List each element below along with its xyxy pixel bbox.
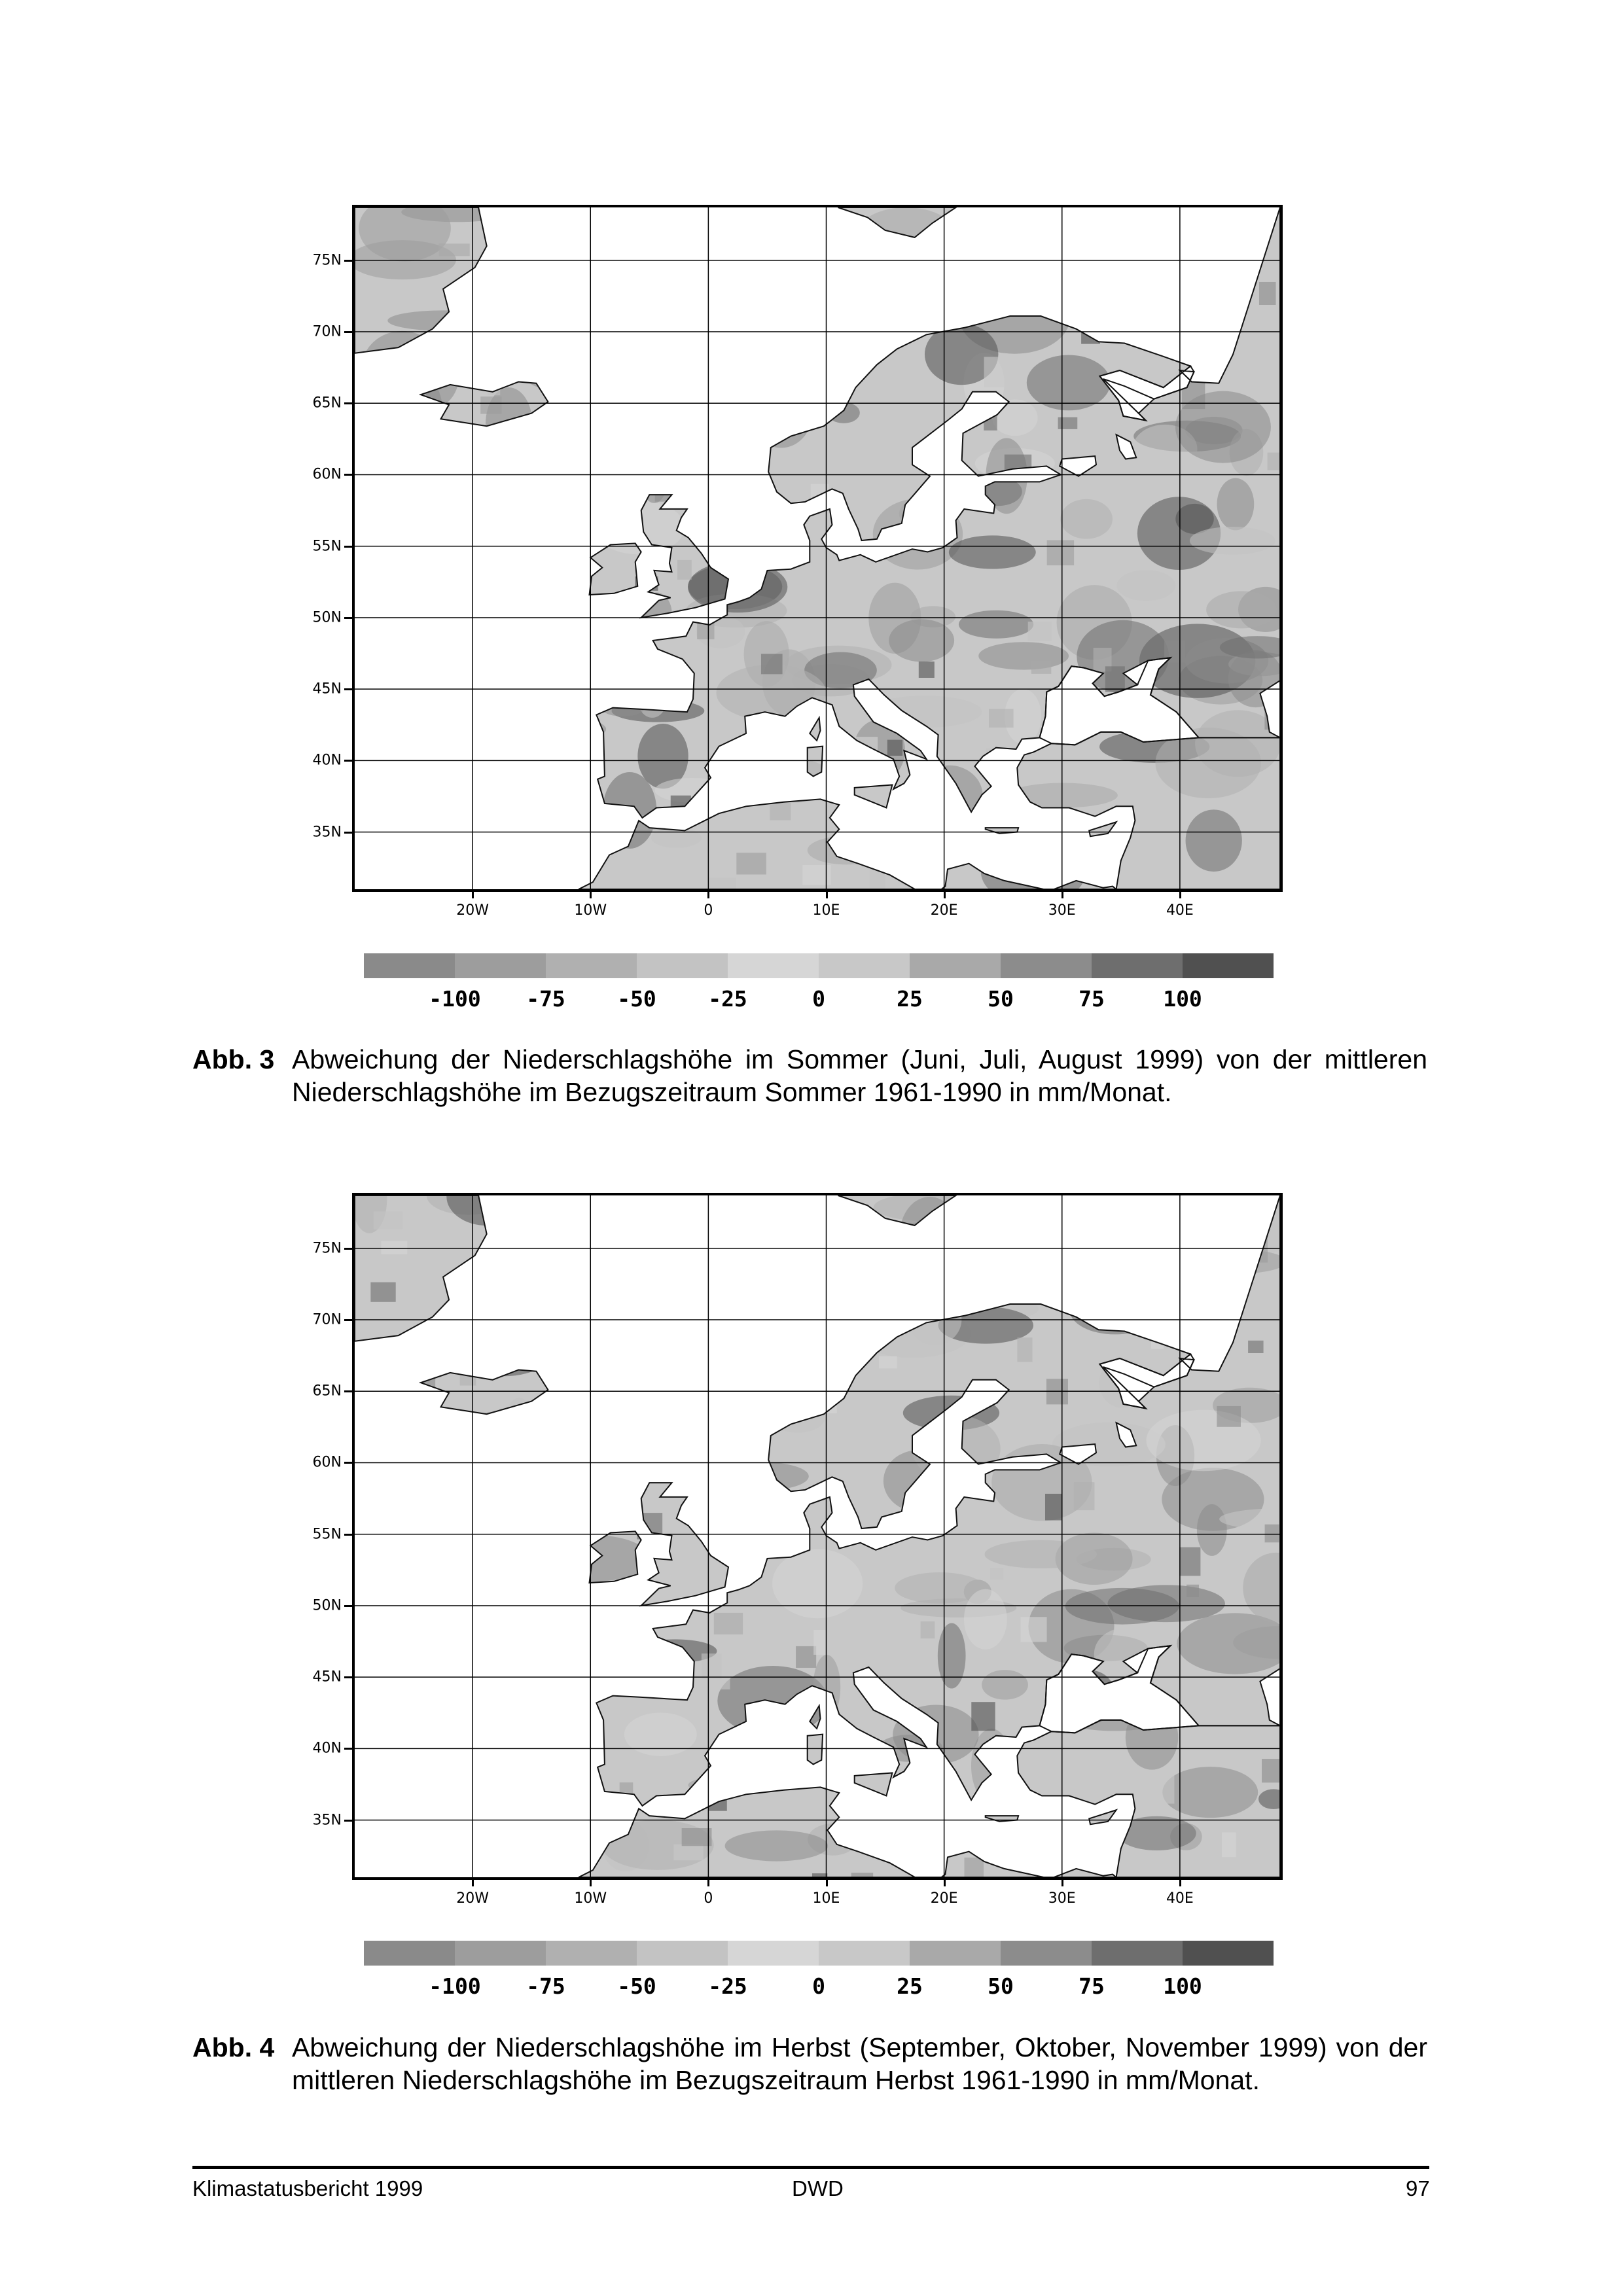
map-summer-lat-tick <box>344 688 353 690</box>
map-autumn-lon-label: 20E <box>930 1890 958 1907</box>
legend-swatch <box>728 953 819 978</box>
legend-label: 0 <box>812 1973 825 1999</box>
legend-swatch <box>1183 953 1274 978</box>
map-summer-lon-tick <box>707 889 709 898</box>
map-summer-lat-label: 55N <box>312 538 342 555</box>
map-summer-lat-tick <box>344 260 353 262</box>
legend-label: -50 <box>617 1973 656 1999</box>
legend-label: -100 <box>429 1973 481 1999</box>
precip-map-summer <box>352 205 1283 892</box>
map-autumn-lat-tick <box>344 1820 353 1822</box>
map-summer-lon-tick <box>944 889 946 898</box>
map-summer-lon-label: 10E <box>812 902 840 919</box>
map-summer-lat-tick <box>344 402 353 404</box>
map-summer-lat-label: 70N <box>312 323 342 340</box>
legend-label: 50 <box>988 986 1014 1012</box>
legend-swatch <box>910 953 1001 978</box>
map-summer-lon-tick <box>826 889 828 898</box>
legend-label: -75 <box>526 1973 565 1999</box>
map-summer-lat-tick <box>344 617 353 619</box>
map-autumn-lon-label: 10W <box>574 1890 607 1907</box>
legend-swatch <box>364 1941 455 1966</box>
map-autumn-lat-label: 65N <box>312 1383 342 1400</box>
map-summer-lat-label: 50N <box>312 609 342 626</box>
map-summer-lat-label: 65N <box>312 395 342 412</box>
legend-swatch <box>1001 1941 1092 1966</box>
map-autumn-lon-tick <box>472 1877 474 1886</box>
map-autumn-lon-tick <box>826 1877 828 1886</box>
map-autumn-lon-tick <box>707 1877 709 1886</box>
map-summer-lon-label: 30E <box>1048 902 1076 919</box>
map-autumn-lon-tick <box>590 1877 592 1886</box>
map-summer-lon-tick <box>590 889 592 898</box>
map-summer-lat-tick <box>344 546 353 548</box>
legend-label: 0 <box>812 986 825 1012</box>
map-autumn-lon-tick <box>1179 1877 1181 1886</box>
map-summer-lon-label: 40E <box>1166 902 1194 919</box>
map-autumn-lat-label: 75N <box>312 1240 342 1257</box>
precip-map-autumn <box>352 1193 1283 1880</box>
map-autumn-lat-tick <box>344 1248 353 1250</box>
map-summer-lat-label: 60N <box>312 466 342 483</box>
legend-colorbar-abb4 <box>364 1941 1274 1966</box>
map-summer-lon-label: 10W <box>574 902 607 919</box>
legend-label: -25 <box>708 986 747 1012</box>
map-summer-lon-label: 0 <box>704 902 713 919</box>
map-autumn-lon-label: 20W <box>456 1890 489 1907</box>
land-fill <box>355 1195 1280 1877</box>
map-autumn-lat-label: 35N <box>312 1812 342 1829</box>
legend-swatch <box>455 1941 546 1966</box>
legend-label: -25 <box>708 1973 747 1999</box>
land-fill <box>355 207 1280 889</box>
legend-swatch <box>455 953 546 978</box>
legend-swatch <box>546 953 637 978</box>
map-autumn-lon-label: 40E <box>1166 1890 1194 1907</box>
footer-left: Klimastatusbericht 1999 <box>192 2176 423 2200</box>
caption-number: Abb. 3 <box>192 1044 275 1074</box>
legend-label: 100 <box>1163 986 1202 1012</box>
map-drawing <box>355 207 1280 889</box>
map-autumn-lon-label: 30E <box>1048 1890 1076 1907</box>
map-autumn-lat-tick <box>344 1390 353 1392</box>
map-summer-lat-label: 40N <box>312 752 342 769</box>
legend-label: 75 <box>1079 986 1105 1012</box>
map-autumn-lat-label: 50N <box>312 1597 342 1614</box>
legend-swatch <box>819 1941 910 1966</box>
map-autumn-lat-tick <box>344 1319 353 1321</box>
map-summer-lat-label: 75N <box>312 252 342 269</box>
map-summer-lon-tick <box>1179 889 1181 898</box>
legend-label: -50 <box>617 986 656 1012</box>
legend-colorbar-abb3 <box>364 953 1274 978</box>
legend-swatch <box>1001 953 1092 978</box>
map-summer-lat-tick <box>344 474 353 476</box>
legend-swatch <box>1092 953 1183 978</box>
map-drawing <box>355 1195 1280 1877</box>
map-autumn-lat-tick <box>344 1748 353 1750</box>
legend-swatch <box>910 1941 1001 1966</box>
map-summer-lon-tick <box>1061 889 1063 898</box>
legend-label: 75 <box>1079 1973 1105 1999</box>
legend-label: 25 <box>897 986 923 1012</box>
legend-swatch <box>1183 1941 1274 1966</box>
legend-swatch <box>546 1941 637 1966</box>
map-summer-lat-tick <box>344 331 353 333</box>
map-autumn-lon-tick <box>944 1877 946 1886</box>
map-autumn-lat-tick <box>344 1462 353 1464</box>
caption-number: Abb. 4 <box>192 2032 275 2062</box>
map-autumn-lat-tick <box>344 1676 353 1678</box>
map-autumn-lat-tick <box>344 1534 353 1536</box>
map-summer-lat-label: 35N <box>312 824 342 841</box>
map-autumn-lat-label: 55N <box>312 1526 342 1543</box>
legend-swatch <box>728 1941 819 1966</box>
legend-label: -75 <box>526 986 565 1012</box>
map-autumn-lon-label: 0 <box>704 1890 713 1907</box>
map-autumn-lat-label: 60N <box>312 1454 342 1471</box>
map-autumn-lat-tick <box>344 1605 353 1607</box>
caption-abb3 <box>192 1043 1429 1115</box>
caption-abb4 <box>192 2031 1429 2103</box>
map-autumn-lon-tick <box>1061 1877 1063 1886</box>
map-summer-lon-label: 20E <box>930 902 958 919</box>
footer-right: 97 <box>1406 2176 1430 2200</box>
map-autumn-lat-label: 70N <box>312 1311 342 1328</box>
caption-text: Abweichung der Niederschlagshöhe im Sommer (Juni, Juli, August 1999) von der mittleren Niederschlagshöhe im Bezugszeitraum Sommer 1961-1990 in mm/Monat. <box>292 1044 1427 1107</box>
map-autumn-lat-label: 40N <box>312 1740 342 1757</box>
legend-label: 50 <box>988 1973 1014 1999</box>
footer-rule <box>192 2166 1429 2169</box>
map-summer-lon-label: 20W <box>456 902 489 919</box>
map-summer-lat-label: 45N <box>312 680 342 698</box>
map-summer-lon-tick <box>472 889 474 898</box>
legend-swatch <box>1092 1941 1183 1966</box>
legend-label: 100 <box>1163 1973 1202 1999</box>
footer-center: DWD <box>792 2176 844 2200</box>
legend-swatch <box>637 953 728 978</box>
map-summer-lat-tick <box>344 832 353 834</box>
map-autumn-lon-label: 10E <box>812 1890 840 1907</box>
legend-swatch <box>819 953 910 978</box>
legend-label: 25 <box>897 1973 923 1999</box>
map-autumn-lat-label: 45N <box>312 1669 342 1686</box>
map-summer-lat-tick <box>344 760 353 762</box>
legend-swatch <box>637 1941 728 1966</box>
caption-text: Abweichung der Niederschlagshöhe im Herbst (September, Oktober, November 1999) von der mittleren Niederschlagshöhe im Bezugszeitraum Herbst 1961-1990 in mm/Monat. <box>292 2032 1427 2095</box>
legend-label: -100 <box>429 986 481 1012</box>
legend-swatch <box>364 953 455 978</box>
